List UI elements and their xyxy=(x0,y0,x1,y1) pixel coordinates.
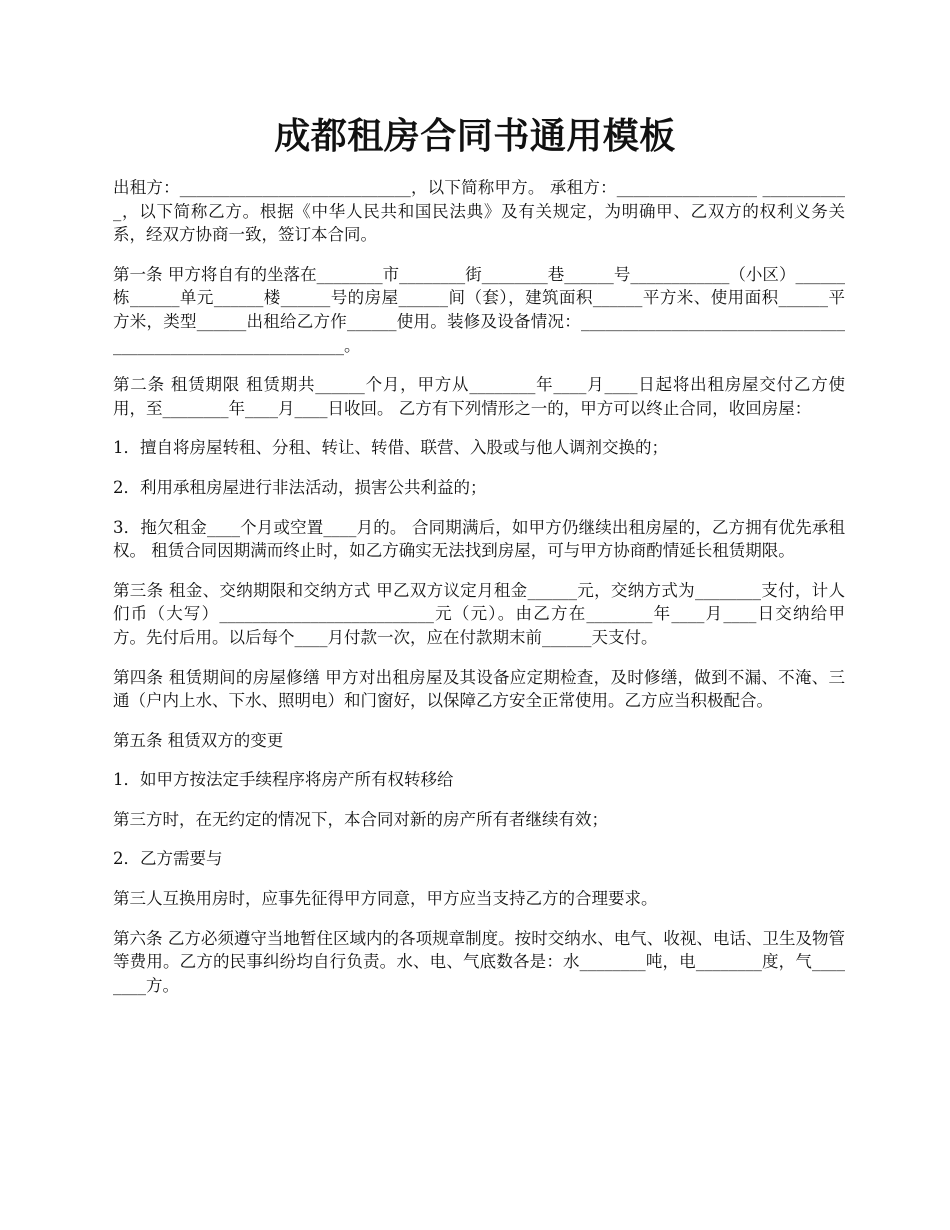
paragraph-parties: 出租方：____________________________，以下简称甲方。 承租方：_________________ ___________，以下简称乙方。根据《中华人民共和国民法典》及有关规定，为明确甲、乙双方的权利义务关系，经双方协商一致，签订本合同。 xyxy=(113,178,845,245)
paragraph-article-5-item-1-cont: 第三方时，在无约定的情况下，本合同对新的房产所有者继续有效； xyxy=(113,809,608,829)
paragraph-article-2-item-3: 3．拖欠租金____个月或空置____月的。 合同期满后，如甲方仍继续出租房屋的，乙方拥有优先承租权。 租赁合同因期满而终止时，如乙方确实无法找到房屋，可与甲方协商酌情延长租赁期限。 xyxy=(113,517,845,561)
paragraph-article-2-item-1: 1．擅自将房屋转租、分租、转让、转借、联营、入股或与他人调剂交换的； xyxy=(113,438,668,458)
paragraph-article-3: 第三条 租金、交纳期限和交纳方式 甲乙双方议定月租金______元，交纳方式为________支付，计人们币（大写）__________________________元（元）。由乙方在________年____月____日交纳给甲方。先付后用。以后每个____月付款一次，应在付款期末前______天支付。 xyxy=(113,580,845,647)
paragraph-article-5: 第五条 租赁双方的变更 xyxy=(113,730,284,750)
document-title: 成都租房合同书通用模板 xyxy=(274,115,676,157)
paragraph-article-2-item-2: 2．利用承租房屋进行非法活动，损害公共利益的； xyxy=(113,477,487,497)
paragraph-article-2: 第二条 租赁期限 租赁期共______个月，甲方从________年____月____日起将出租房屋交付乙方使用，至________年____月____日收回。 乙方有下列情形之一的，甲方可以终止合同，收回房屋： xyxy=(113,375,845,418)
paragraph-article-1: 第一条 甲方将自有的坐落在________市________街________巷______号____________（小区）______栋______单元______楼______号的房屋______间（套），建筑面积______平方米、使用面积______平方米，类型______出租给乙方作______使用。装修及设备情况：____________________________________________________________。 xyxy=(113,264,845,355)
paragraph-article-6: 第六条 乙方必须遵守当地暂住区域内的各项规章制度。按时交纳水、电气、收视、电话、卫生及物管等费用。乙方的民事纠纷均自行负责。水、电、气底数各是：水________吨，电________度，气________方。 xyxy=(113,928,845,995)
paragraph-article-4: 第四条 租赁期间的房屋修缮 甲方对出租房屋及其设备应定期检查，及时修缮，做到不漏、不淹、三通（户内上水、下水、照明电）和门窗好，以保障乙方安全正常使用。乙方应当积极配合。 xyxy=(113,667,845,711)
paragraph-article-5-item-2-cont: 第三人互换用房时，应事先征得甲方同意，甲方应当支持乙方的合理要求。 xyxy=(113,889,658,909)
paragraph-article-5-item-1: 1．如甲方按法定手续程序将房产所有权转移给 xyxy=(113,770,454,790)
document-body xyxy=(113,176,845,1013)
paragraph-article-5-item-2: 2．乙方需要与 xyxy=(113,849,223,869)
